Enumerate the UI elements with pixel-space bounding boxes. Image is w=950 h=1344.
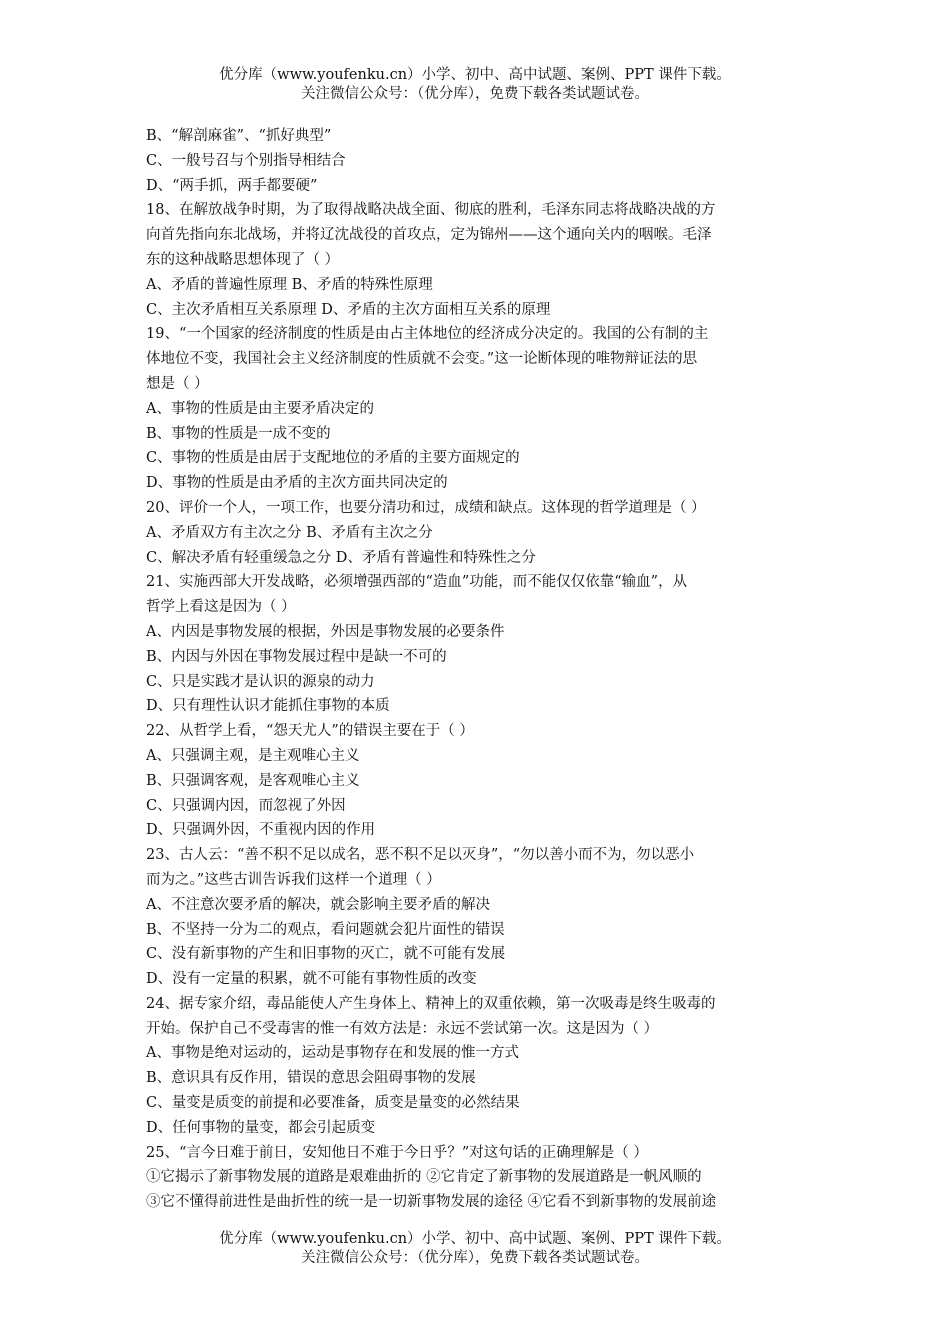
text-line: 开始。保护自己不受毒害的惟一有效方法是：永远不尝试第一次。这是因为（ ）: [146, 1020, 659, 1037]
text-line: B、内因与外因在事物发展过程中是缺一不可的: [146, 648, 447, 665]
text-line: A、事物的性质是由主要矛盾决定的: [146, 400, 374, 417]
text-line: A、矛盾双方有主次之分 B、矛盾有主次之分: [146, 524, 433, 541]
text-line: D、只强调外因，不重视内因的作用: [146, 822, 376, 839]
text-line: C、只强调内因，而忽视了外因: [146, 797, 346, 814]
text-line: C、解决矛盾有轻重缓急之分 D、矛盾有普遍性和特殊性之分: [146, 549, 536, 566]
text-line: 向首先指向东北战场，并将辽沈战役的首攻点，定为锦州——这个通向关内的咽喉。毛泽: [146, 227, 712, 244]
text-line: C、量变是质变的前提和必要准备，质变是量变的必然结果: [146, 1095, 520, 1112]
header-line-2: 关注微信公众号：（优分库），免费下载各类试题试卷。: [301, 86, 649, 102]
text-line: 哲学上看这是因为（ ）: [146, 599, 296, 616]
text-line: 21、实施西部大开发战略，必须增强西部的“造血”功能，而不能仅仅依靠“输血”，从: [146, 574, 688, 591]
text-line: D、只有理性认识才能抓住事物的本质: [146, 698, 390, 715]
text-line: 19、“一个国家的经济制度的性质是由占主体地位的经济成分决定的。我国的公有制的主: [146, 326, 709, 343]
text-line: 东的这种战略思想体现了（ ）: [146, 251, 340, 268]
text-line: B、只强调客观，是客观唯心主义: [146, 772, 360, 789]
text-line: C、没有新事物的产生和旧事物的灭亡，就不可能有发展: [146, 946, 506, 963]
text-line: 而为之。”这些古训告诉我们这样一个道理（ ）: [146, 871, 441, 888]
text-line: ①它揭示了新事物发展的道路是艰难曲折的 ②它肯定了新事物的发展道路是一帆风顺的: [146, 1169, 702, 1186]
text-line: C、只是实践才是认识的源泉的动力: [146, 673, 375, 690]
page-header: [0, 66, 950, 104]
footer-line-1: 优分库（www.youfenku.cn）小学、初中、高中试题、案例、PPT 课件下载。: [219, 1231, 731, 1247]
text-line: B、意识具有反作用，错误的意思会阻碍事物的发展: [146, 1070, 476, 1087]
text-line: 18、在解放战争时期，为了取得战略决战全面、彻底的胜利，毛泽东同志将战略决战的方: [146, 202, 716, 219]
text-line: B、“解剖麻雀”、“抓好典型”: [146, 128, 332, 144]
text-line: D、任何事物的量变，都会引起质变: [146, 1119, 376, 1136]
footer-line-2: 关注微信公众号：（优分库），免费下载各类试题试卷。: [301, 1250, 649, 1266]
text-line: A、矛盾的普遍性原理 B、矛盾的特殊性原理: [146, 276, 433, 293]
text-line: 22、从哲学上看，“怨天尤人”的错误主要在于（ ）: [146, 723, 474, 740]
text-line: 体地位不变，我国社会主义经济制度的性质就不会变。”这一论断体现的唯物辩证法的思: [146, 351, 698, 368]
text-line: A、只强调主观，是主观唯心主义: [146, 747, 360, 764]
text-line: C、一般号召与个别指导相结合: [146, 152, 346, 169]
page-footer: [0, 1230, 950, 1268]
document-body: [146, 124, 806, 1215]
text-line: C、主次矛盾相互关系原理 D、矛盾的主次方面相互关系的原理: [146, 301, 551, 318]
header-line-1: 优分库（www.youfenku.cn）小学、初中、高中试题、案例、PPT 课件下载。: [219, 67, 731, 83]
text-line: D、“两手抓，两手都要硬”: [146, 177, 318, 194]
text-line: 24、据专家介绍，毒品能使人产生身体上、精神上的双重依赖，第一次吸毒是终生吸毒的: [146, 995, 716, 1012]
text-line: B、不坚持一分为二的观点，看问题就会犯片面性的错误: [146, 921, 505, 938]
text-line: 想是（ ）: [146, 375, 209, 392]
text-line: D、没有一定量的积累，就不可能有事物性质的改变: [146, 971, 477, 988]
text-line: D、事物的性质是由矛盾的主次方面共同决定的: [146, 475, 448, 492]
text-line: 23、古人云：“善不积不足以成名，恶不积不足以灭身”，“勿以善小而不为，勿以恶小: [146, 847, 695, 864]
text-line: A、事物是绝对运动的，运动是事物存在和发展的惟一方式: [146, 1045, 519, 1062]
text-line: C、事物的性质是由居于支配地位的矛盾的主要方面规定的: [146, 450, 520, 467]
text-line: ③它不懂得前进性是曲折性的统一是一切新事物发展的途径 ④它看不到新事物的发展前途: [146, 1194, 717, 1211]
text-line: 25、“言今日难于前日，安知他日不难于今日乎？”对这句话的正确理解是（ ）: [146, 1144, 648, 1161]
text-line: B、事物的性质是一成不变的: [146, 425, 331, 442]
text-line: A、不注意次要矛盾的解决，就会影响主要矛盾的解决: [146, 896, 490, 913]
text-line: A、内因是事物发展的根据，外因是事物发展的必要条件: [146, 623, 505, 640]
text-line: 20、评价一个人，一项工作，也要分清功和过，成绩和缺点。这体现的哲学道理是（ ）: [146, 499, 706, 516]
